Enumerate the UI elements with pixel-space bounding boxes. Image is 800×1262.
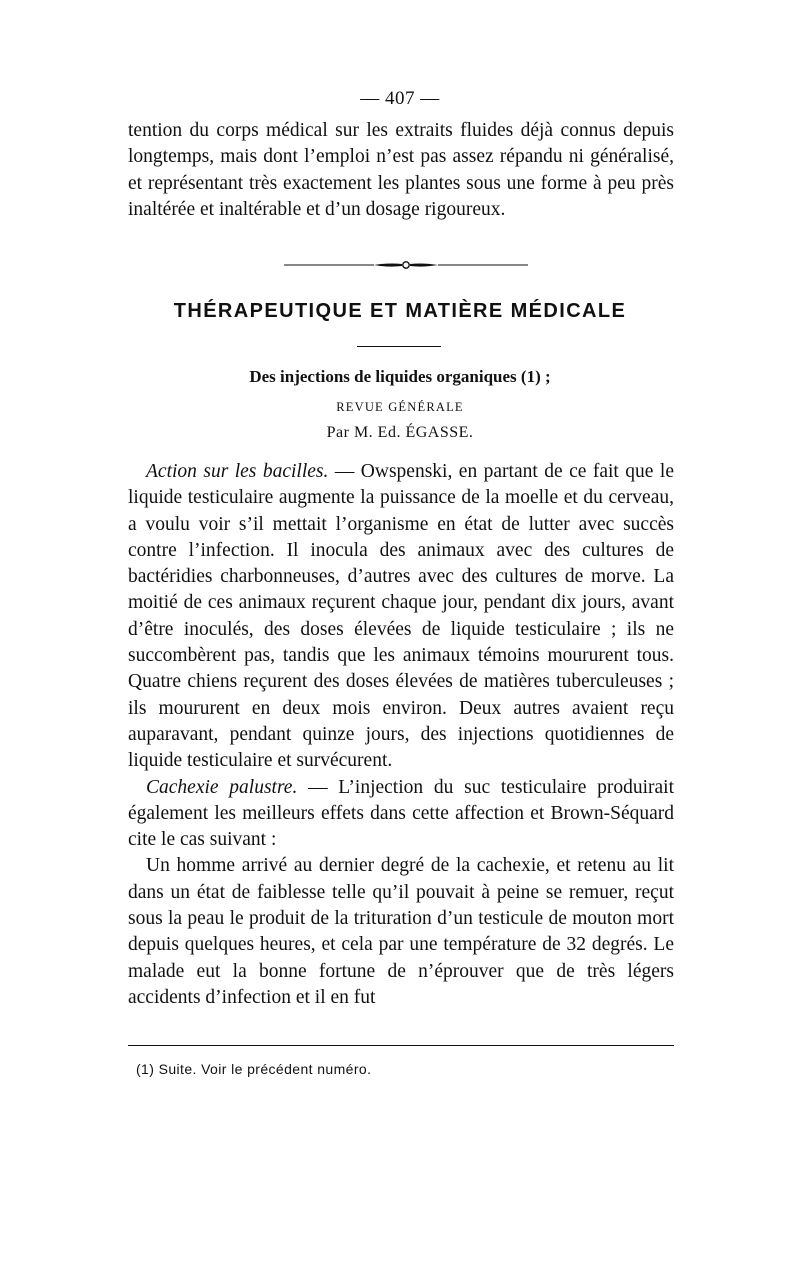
heading-divider: [357, 346, 441, 347]
paragraph-text: — Owspenski, en partant de ce fait que le liquide testiculaire augmente la puissance de la moelle et du cerveau, a voulu voir s’il mettait l’organisme en état de lutter avec succès contre l’infection. Il inocula des animaux avec des cultures de bactéridies charbonneuses, d’autres avec des cultures de morve. La moitié de ces animaux reçurent chaque jour, pendant dix jours, avant d’être inoculés, des doses élevées de liquide testiculaire ; ils ne succombèrent pas, tandis que les animaux témoins moururent tous. Quatre chiens reçurent des doses élevées de matières tuberculeuses ; ils moururent en deux mois environ. Deux autres avaient reçu auparavant, pendant quinze jours, des injections quotidiennes de liquide testiculaire et survécurent.: [128, 461, 674, 772]
paragraph-bacilles: [128, 459, 674, 775]
paragraph-text: Un homme arrivé au dernier degré de la cachexie, et retenu au lit dans un état de faiblesse telle qu’il pouvait à peine se remuer, reçut sous la peau le produit de la trituration d’un testicule de mouton mort depuis quelques heures, et cela par une température de 32 degrés. Le malade eut la bonne fortune de n’éprouver que de très légers accidents d’infection et il en fut: [128, 855, 674, 1008]
article-title: Des injections de liquides organiques (1) ;: [249, 367, 551, 386]
intro-text: tention du corps médical sur les extraits fluides déjà connus depuis longtemps, mais dont l’emploi n’est pas assez répandu ni généralisé, et représentant très exactement les plantes sous une forme à peu près inaltérée et inaltérable et d’un dosage rigoureux.: [128, 120, 674, 220]
article-body: [128, 459, 674, 1011]
article-subtitle: REVUE GÉNÉRALE: [336, 400, 464, 414]
article-author: Par M. Ed. ÉGASSE.: [326, 424, 474, 441]
paragraph-cachexie: [128, 775, 674, 854]
intro-paragraph: [128, 118, 674, 223]
paragraph-text: — L’injection du suc testiculaire produirait également les meilleurs effets dans cette affection et Brown-Séquard cite le cas suivant :: [128, 776, 674, 851]
ornamental-rule-icon: [284, 259, 528, 271]
footnote: (1) Suite. Voir le précédent numéro.: [136, 1061, 372, 1077]
page-number: — 407 —: [360, 88, 440, 109]
run-in-heading: Action sur les bacilles.: [146, 461, 329, 482]
paragraph-case: [128, 853, 674, 1011]
run-in-heading: Cachexie palustre.: [146, 776, 298, 798]
footnote-divider: [128, 1045, 674, 1046]
section-heading: THÉRAPEUTIQUE ET MATIÈRE MÉDICALE: [173, 300, 627, 322]
